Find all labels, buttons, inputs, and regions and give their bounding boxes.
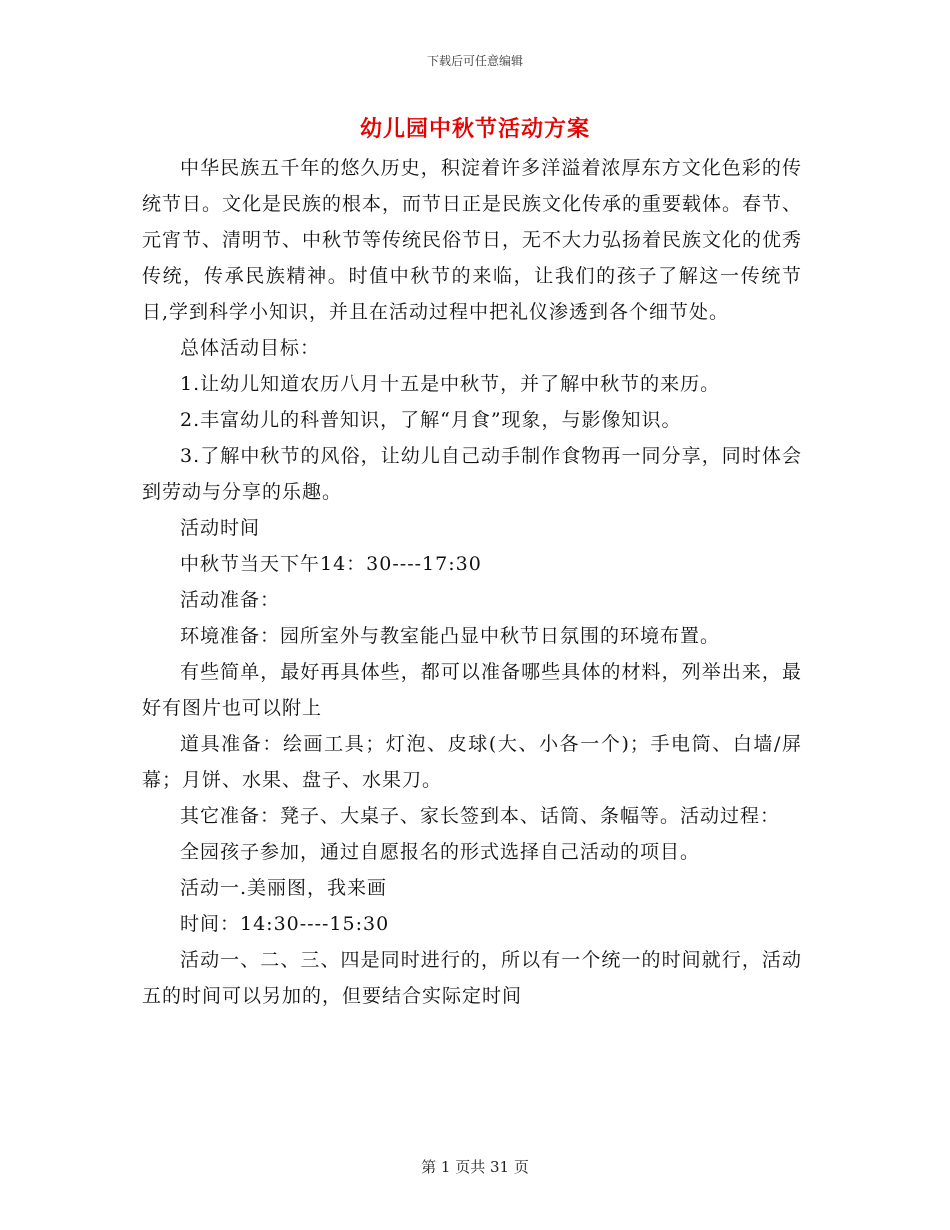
paragraph-time-heading: 活动时间 <box>180 517 261 539</box>
paragraph-goal-2: 2.丰富幼儿的科普知识，了解“月食”现象，与影像知识。 <box>180 409 682 431</box>
header-note: 下载后可任意编辑 <box>426 54 523 68</box>
paragraph-activity-1: 活动一.美丽图，我来画 <box>180 877 388 899</box>
page-footer: 第 1 页共 31 页 <box>421 1158 529 1176</box>
paragraph-time-value: 中秋节当天下午14：30----17:30 <box>180 553 482 575</box>
paragraph-prep-heading: 活动准备： <box>180 589 281 611</box>
paragraph-goal-3: 3.了解中秋节的风俗，让幼儿自己动手制作食物再一同分享，同时体会到劳动与分享的乐趣。 <box>142 445 802 503</box>
paragraph-other-prep: 其它准备：凳子、大桌子、家长签到本、话筒、条幅等。活动过程： <box>180 805 781 827</box>
paragraph-activity-1-time: 时间：14:30----15:30 <box>180 913 390 935</box>
paragraph-env-prep: 环境准备：园所室外与教室能凸显中秋节日氛围的环境布置。 <box>180 625 721 647</box>
paragraph-goals-heading: 总体活动目标： <box>180 337 321 359</box>
paragraph-props-prep: 道具准备：绘画工具；灯泡、皮球(大、小各一个)；手电筒、白墙/屏幕；月饼、水果、盘子、水果刀。 <box>142 733 802 791</box>
document-body <box>142 150 802 1014</box>
paragraph-note: 有些简单，最好再具体些，都可以准备哪些具体的材料，列举出来，最好有图片也可以附上 <box>142 661 802 719</box>
paragraph-goal-1: 1.让幼儿知道农历八月十五是中秋节，并了解中秋节的来历。 <box>180 373 721 395</box>
document-title: 幼儿园中秋节活动方案 <box>359 116 590 142</box>
paragraph-participation: 全园孩子参加，通过自愿报名的形式选择自己活动的项目。 <box>180 841 701 863</box>
paragraph-schedule-note: 活动一、二、三、四是同时进行的，所以有一个统一的时间就行，活动五的时间可以另加的，但要结合实际定时间 <box>142 949 802 1007</box>
paragraph-intro: 中华民族五千年的悠久历史，积淀着许多洋溢着浓厚东方文化色彩的传统节日。文化是民族的根本，而节日正是民族文化传承的重要载体。春节、元宵节、清明节、中秋节等传统民俗节日，无不大力弘扬着民族文化的优秀传统，传承民族精神。时值中秋节的来临，让我们的孩子了解这一传统节日,学到科学小知识，并且在活动过程中把礼仪渗透到各个细节处。 <box>142 157 803 323</box>
